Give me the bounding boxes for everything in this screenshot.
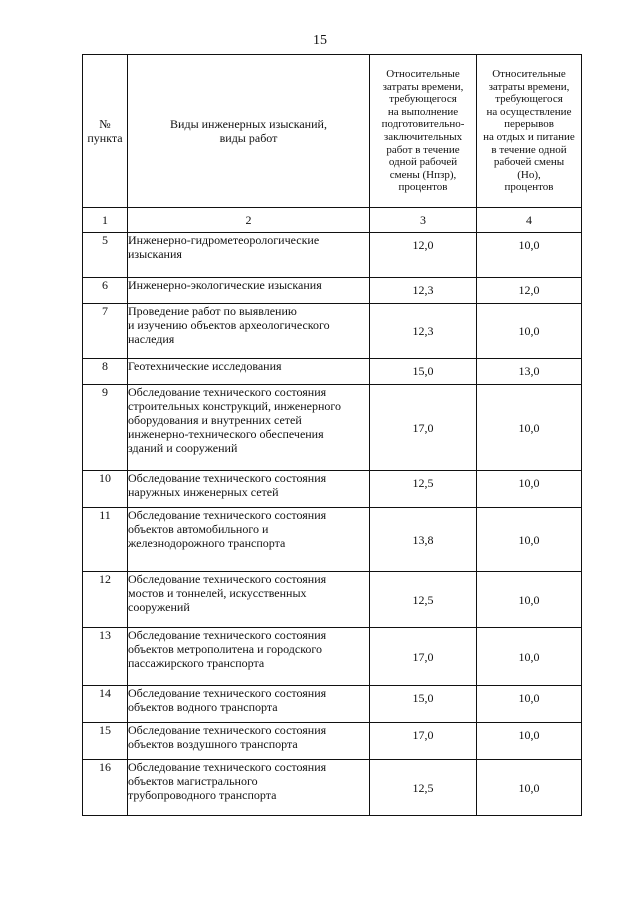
table-row xyxy=(83,508,582,572)
rest-time-value: 10,0 xyxy=(477,686,582,723)
table-header-row xyxy=(83,55,582,208)
header-rest-time-text: Относительные затраты времени, требующегося на осуществление перерывов на отдых и питание в течение одной рабочей смены (Но), процентов xyxy=(483,68,575,194)
column-number: 1 xyxy=(83,208,128,233)
table-row xyxy=(83,760,582,816)
header-rest-time xyxy=(477,55,582,208)
column-number: 3 xyxy=(370,208,477,233)
rest-time-value: 10,0 xyxy=(477,760,582,816)
rest-time-value: 10,0 xyxy=(477,304,582,359)
header-work-type-text: Виды инженерных изысканий, виды работ xyxy=(170,117,327,145)
item-number: 16 xyxy=(83,760,128,816)
item-number: 5 xyxy=(83,233,128,278)
rest-time-value: 10,0 xyxy=(477,471,582,508)
header-prep-time-text: Относительные затраты времени, требующегося на выполнение подготовительно- заключительных работ в течение одной рабочей смены (Нпзр), процентов xyxy=(381,68,465,194)
work-types-table xyxy=(82,54,582,816)
prep-time-value: 12,0 xyxy=(370,233,477,278)
work-type-name: Проведение работ по выявлению и изучению объектов археологического наследия xyxy=(128,304,370,359)
prep-time-value: 13,8 xyxy=(370,508,477,572)
rest-time-value: 10,0 xyxy=(477,508,582,572)
prep-time-value: 15,0 xyxy=(370,359,477,385)
rest-time-value: 13,0 xyxy=(477,359,582,385)
item-number: 10 xyxy=(83,471,128,508)
work-type-name: Обследование технического состояния строительных конструкций, инженерного оборудования и внутренних сетей инженерно-технического обеспечения зданий и сооружений xyxy=(128,385,370,471)
header-work-type xyxy=(128,55,370,208)
column-number: 4 xyxy=(477,208,582,233)
item-number: 12 xyxy=(83,572,128,628)
prep-time-value: 12,3 xyxy=(370,304,477,359)
prep-time-value: 12,3 xyxy=(370,278,477,304)
item-number: 15 xyxy=(83,723,128,760)
rest-time-value: 10,0 xyxy=(477,723,582,760)
item-number: 14 xyxy=(83,686,128,723)
table-row xyxy=(83,572,582,628)
header-item-number-text: № пункта xyxy=(87,117,123,145)
prep-time-value: 12,5 xyxy=(370,471,477,508)
rest-time-value: 10,0 xyxy=(477,233,582,278)
table-row xyxy=(83,233,582,278)
table-row xyxy=(83,723,582,760)
header-item-number xyxy=(83,55,128,208)
work-type-name: Инженерно-экологические изыскания xyxy=(128,278,370,304)
work-type-name: Обследование технического состояния объектов метрополитена и городского пассажирского транспорта xyxy=(128,628,370,686)
rest-time-value: 10,0 xyxy=(477,572,582,628)
table-row xyxy=(83,359,582,385)
work-type-name: Обследование технического состояния объектов автомобильного и железнодорожного транспорта xyxy=(128,508,370,572)
item-number: 11 xyxy=(83,508,128,572)
work-type-name: Обследование технического состояния объектов воздушного транспорта xyxy=(128,723,370,760)
prep-time-value: 17,0 xyxy=(370,628,477,686)
header-prep-time xyxy=(370,55,477,208)
rest-time-value: 12,0 xyxy=(477,278,582,304)
page-number: 15 xyxy=(313,33,327,48)
table-row xyxy=(83,304,582,359)
prep-time-value: 15,0 xyxy=(370,686,477,723)
prep-time-value: 17,0 xyxy=(370,723,477,760)
rest-time-value: 10,0 xyxy=(477,385,582,471)
table-row xyxy=(83,385,582,471)
item-number: 6 xyxy=(83,278,128,304)
item-number: 8 xyxy=(83,359,128,385)
item-number: 13 xyxy=(83,628,128,686)
work-type-name: Обследование технического состояния объектов водного транспорта xyxy=(128,686,370,723)
prep-time-value: 12,5 xyxy=(370,760,477,816)
column-number-row xyxy=(83,208,582,233)
prep-time-value: 17,0 xyxy=(370,385,477,471)
table-row xyxy=(83,471,582,508)
rest-time-value: 10,0 xyxy=(477,628,582,686)
table-row xyxy=(83,628,582,686)
prep-time-value: 12,5 xyxy=(370,572,477,628)
work-type-name: Обследование технического состояния мостов и тоннелей, искусственных сооружений xyxy=(128,572,370,628)
work-type-name: Обследование технического состояния наружных инженерных сетей xyxy=(128,471,370,508)
work-type-name: Геотехнические исследования xyxy=(128,359,370,385)
item-number: 7 xyxy=(83,304,128,359)
item-number: 9 xyxy=(83,385,128,471)
work-type-name: Обследование технического состояния объектов магистрального трубопроводного транспорта xyxy=(128,760,370,816)
work-type-name: Инженерно-гидрометеорологические изыскания xyxy=(128,233,370,278)
table-row xyxy=(83,278,582,304)
table-row xyxy=(83,686,582,723)
column-number: 2 xyxy=(128,208,370,233)
